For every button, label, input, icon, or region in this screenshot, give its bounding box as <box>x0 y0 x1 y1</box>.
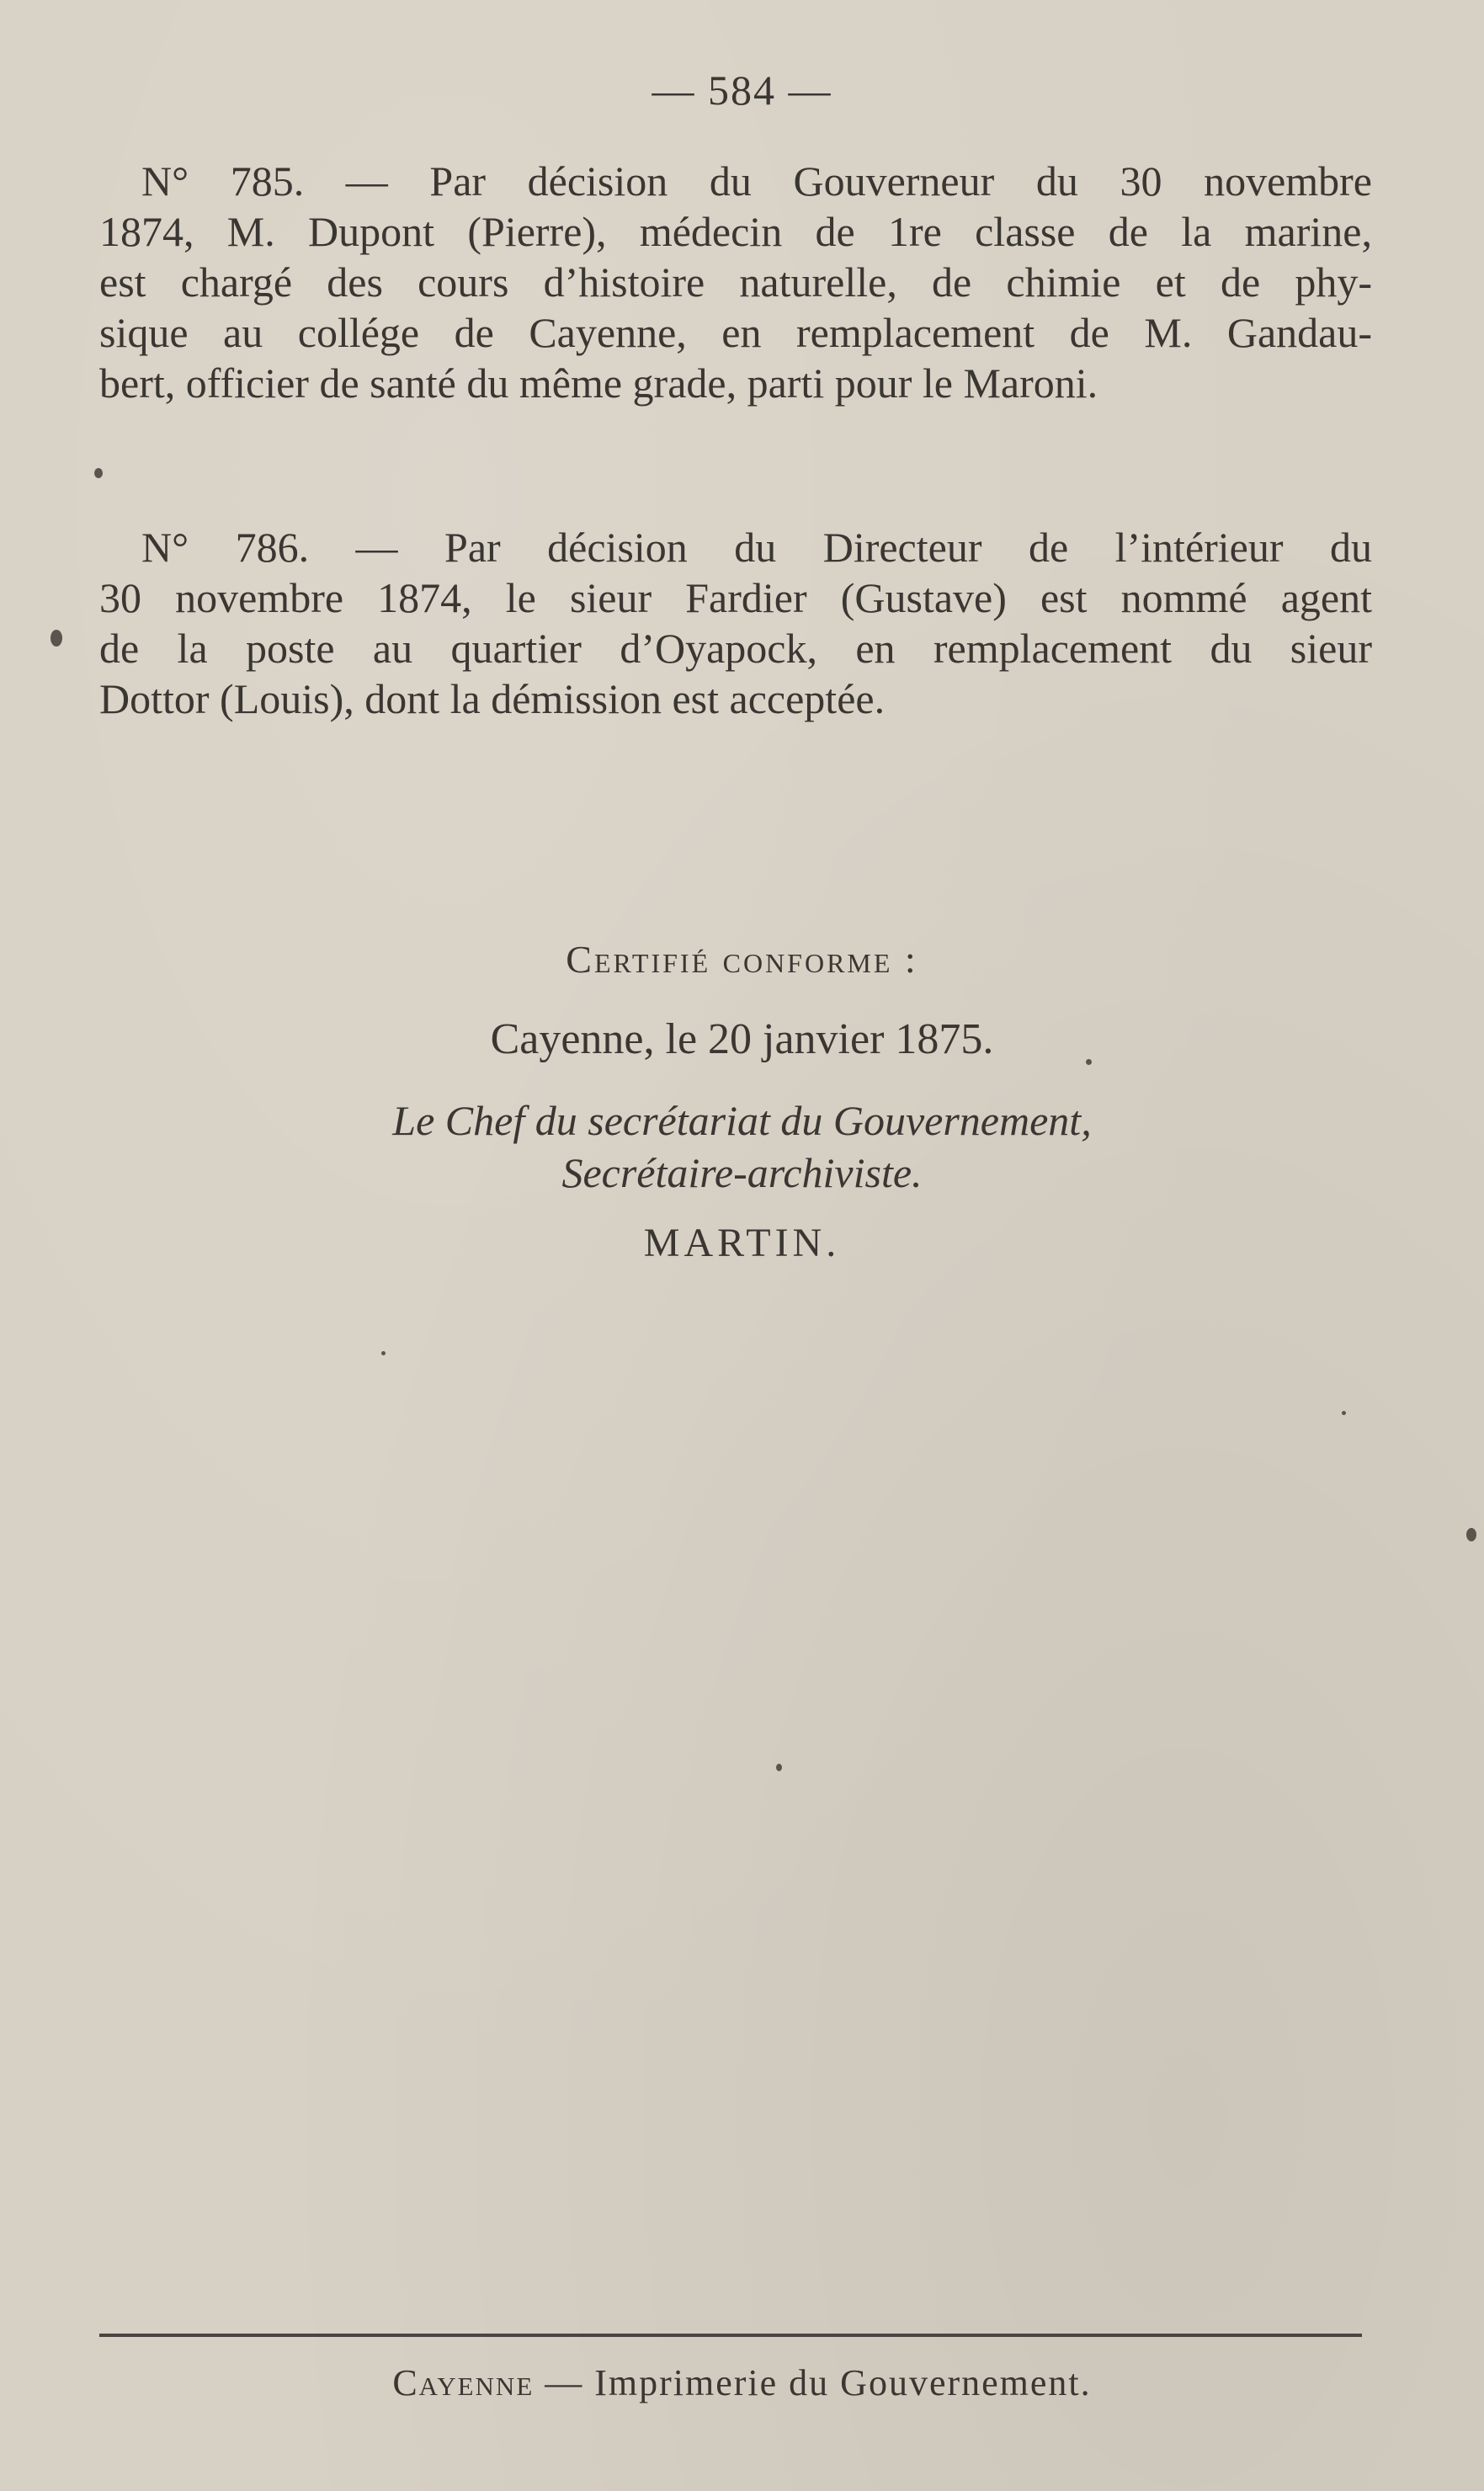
ink-speck <box>1342 1411 1346 1415</box>
entry-785-line: sique au collége de Cayenne, en remplacement de M. Gandau- <box>99 309 1372 356</box>
ink-speck <box>1086 1059 1092 1065</box>
ink-speck <box>51 630 62 647</box>
certification-heading: Certifié conforme : <box>566 938 918 981</box>
entry-785-line: est chargé des cours d’histoire naturelle, de chimie et de phy- <box>99 258 1372 306</box>
ink-speck <box>381 1351 386 1355</box>
ink-speck <box>776 1764 782 1771</box>
entry-786-line: N° 786. — Par décision du Directeur de l’intérieur du <box>141 524 1372 571</box>
certification-block <box>0 934 1484 1269</box>
entry-785-line: N° 785. — Par décision du Gouverneur du 30 novembre <box>141 157 1372 205</box>
entry-785 <box>99 156 1372 408</box>
certification-place-date: Cayenne, le 20 janvier 1875. <box>490 1015 994 1063</box>
entry-786-line: Dottor (Louis), dont la démission est acceptée. <box>99 675 886 722</box>
printer-colophon <box>0 2361 1484 2404</box>
entry-785-line: bert, officier de santé du même grade, parti pour le Maroni. <box>99 359 1098 407</box>
certification-subtitle: Secrétaire-archiviste. <box>561 1149 923 1196</box>
ink-speck <box>94 468 103 478</box>
colophon-printer: — Imprimerie du Gouvernement. <box>534 2362 1092 2403</box>
page-number: — 584 — <box>652 67 832 114</box>
signature-name: MARTIN. <box>643 1221 841 1265</box>
entry-786-line: 30 novembre 1874, le sieur Fardier (Gustave) est nommé agent <box>99 574 1372 621</box>
ink-speck <box>1466 1528 1476 1541</box>
entry-786-line: de la poste au quartier d’Oyapock, en remplacement du sieur <box>99 625 1372 672</box>
footer-rule <box>99 2334 1362 2337</box>
entry-786 <box>99 522 1372 724</box>
entry-785-line: 1874, M. Dupont (Pierre), médecin de 1re classe de la marine, <box>99 208 1372 255</box>
certification-title: Le Chef du secrétariat du Gouvernement, <box>392 1097 1092 1144</box>
colophon-place: Cayenne <box>392 2362 535 2403</box>
